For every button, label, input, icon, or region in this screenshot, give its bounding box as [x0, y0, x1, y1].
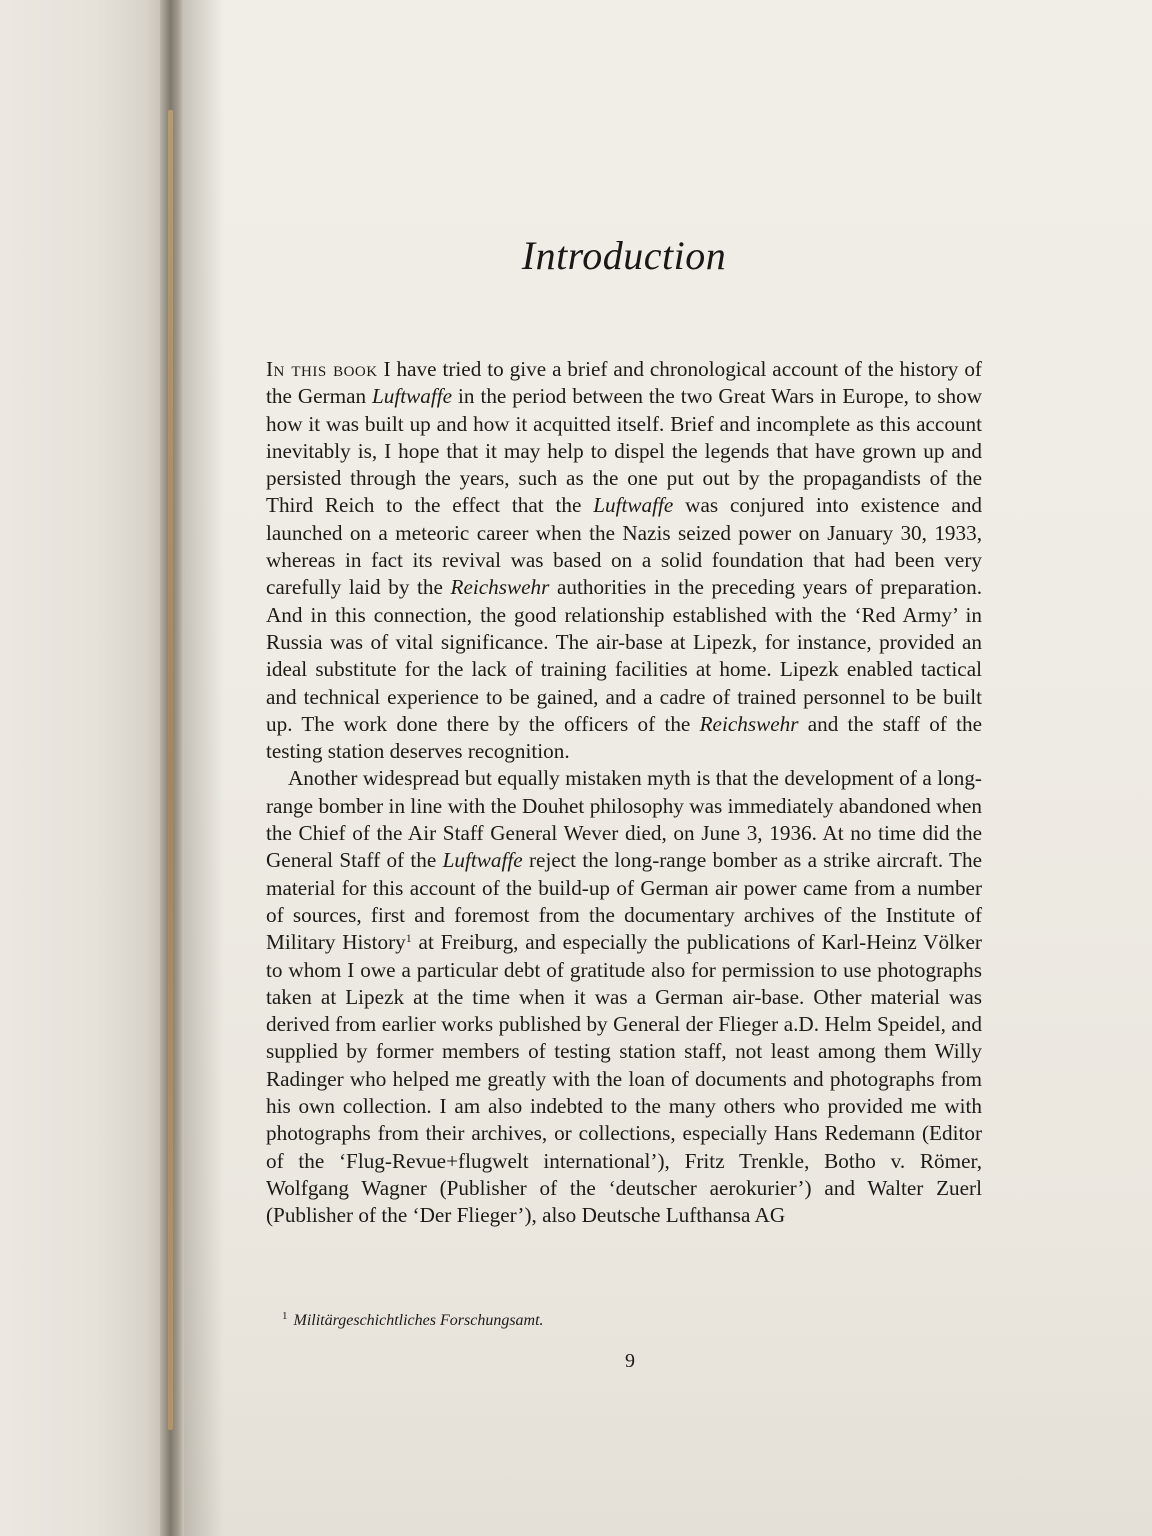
italic-term: Luftwaffe	[372, 384, 453, 409]
page-number: 9	[625, 1350, 635, 1372]
footnote	[282, 1310, 544, 1330]
italic-term: Luftwaffe	[442, 848, 523, 873]
chapter-title: Introduction	[521, 233, 727, 278]
italic-term: Reichswehr	[450, 575, 550, 600]
paragraph-text: Another widespread but equally mistaken myth is that the development of a long-range bomber in line with the Douhet philosophy was immediately abandoned when the Chief of the Air Staff General Wever died, on June 3, 1936. At no time did the General Staff of the	[266, 766, 982, 873]
paragraph-1	[266, 356, 982, 765]
paragraph-text: authorities in the preceding years of preparation. And in this connection, the good relationship established with the ‘Red Army’ in Russia was of vital significance. The air-base at Lipezk, for instance, provided an ideal substitute for the lack of training facilities at home. Lipezk enabled tactical and technical experience to be gained, and a cadre of trained personnel to be built up. The work done there by the officers of the	[266, 575, 982, 736]
book-gutter	[160, 0, 186, 1536]
paragraph-text: reject the long-range bomber as a strike aircraft. The material for this account of the build-up of German air power came from a number of sources, first and foremost from the documentary archives of the Institute of Military History	[266, 848, 982, 955]
footnote-reference: 1	[405, 931, 412, 946]
italic-term: Luftwaffe	[593, 493, 674, 518]
paragraph-text: I have tried to give a brief and chronological account of the history of the German	[266, 357, 982, 409]
page-content	[266, 226, 982, 1230]
paragraph-leadin: In this book	[266, 357, 378, 381]
footnote-text: Militärgeschichtliches Forschungsamt.	[293, 1312, 544, 1329]
paragraph-2	[266, 765, 982, 1229]
page-shadow	[184, 0, 224, 1536]
paragraph-text: was conjured into existence and launched on a meteoric career when the Nazis seized power on January 30, 1933, whereas in fact its revival was based on a solid foundation that had been very carefully laid by the	[266, 493, 983, 600]
italic-term: Reichswehr	[699, 711, 799, 736]
binding-thread	[168, 110, 173, 1430]
paragraph-text: at Freiburg, and especially the publications of Karl-Heinz Völker to whom I owe a particular debt of gratitude also for permission to use photographs taken at Lipezk at the time when it was a German air-base. Other material was derived from earlier works published by General der Flieger a.D. Helm Speidel, and supplied by former members of testing station staff, not least among them Willy Radinger who helped me greatly with the loan of documents and photographs from his own collection. I am also indebted to the many others who provided me with photographs from their archives, or collections, especially Hans Redemann (Editor of the ‘Flug-Revue+flugwelt international’), Fritz Trenkle, Botho v. Römer, Wolfgang Wagner (Publisher of the ‘deutscher aerokurier’) and Walter Zuerl (Publisher of the ‘Der Flieger’), also Deutsche Lufthansa AG	[266, 930, 982, 1228]
paragraph-text: and the staff of the testing station deserves recognition.	[266, 711, 982, 764]
footnote-mark: 1	[282, 1310, 288, 1322]
paragraph-text: in the period between the two Great Wars in Europe, to show how it was built up and how it acquitted itself. Brief and incomplete as this account inevitably is, I hope that it may help to dispel the legends that have grown up and persisted through the years, such as the one put out by the propagandists of the Third Reich to the effect that the	[266, 384, 983, 518]
left-page	[0, 0, 172, 1536]
